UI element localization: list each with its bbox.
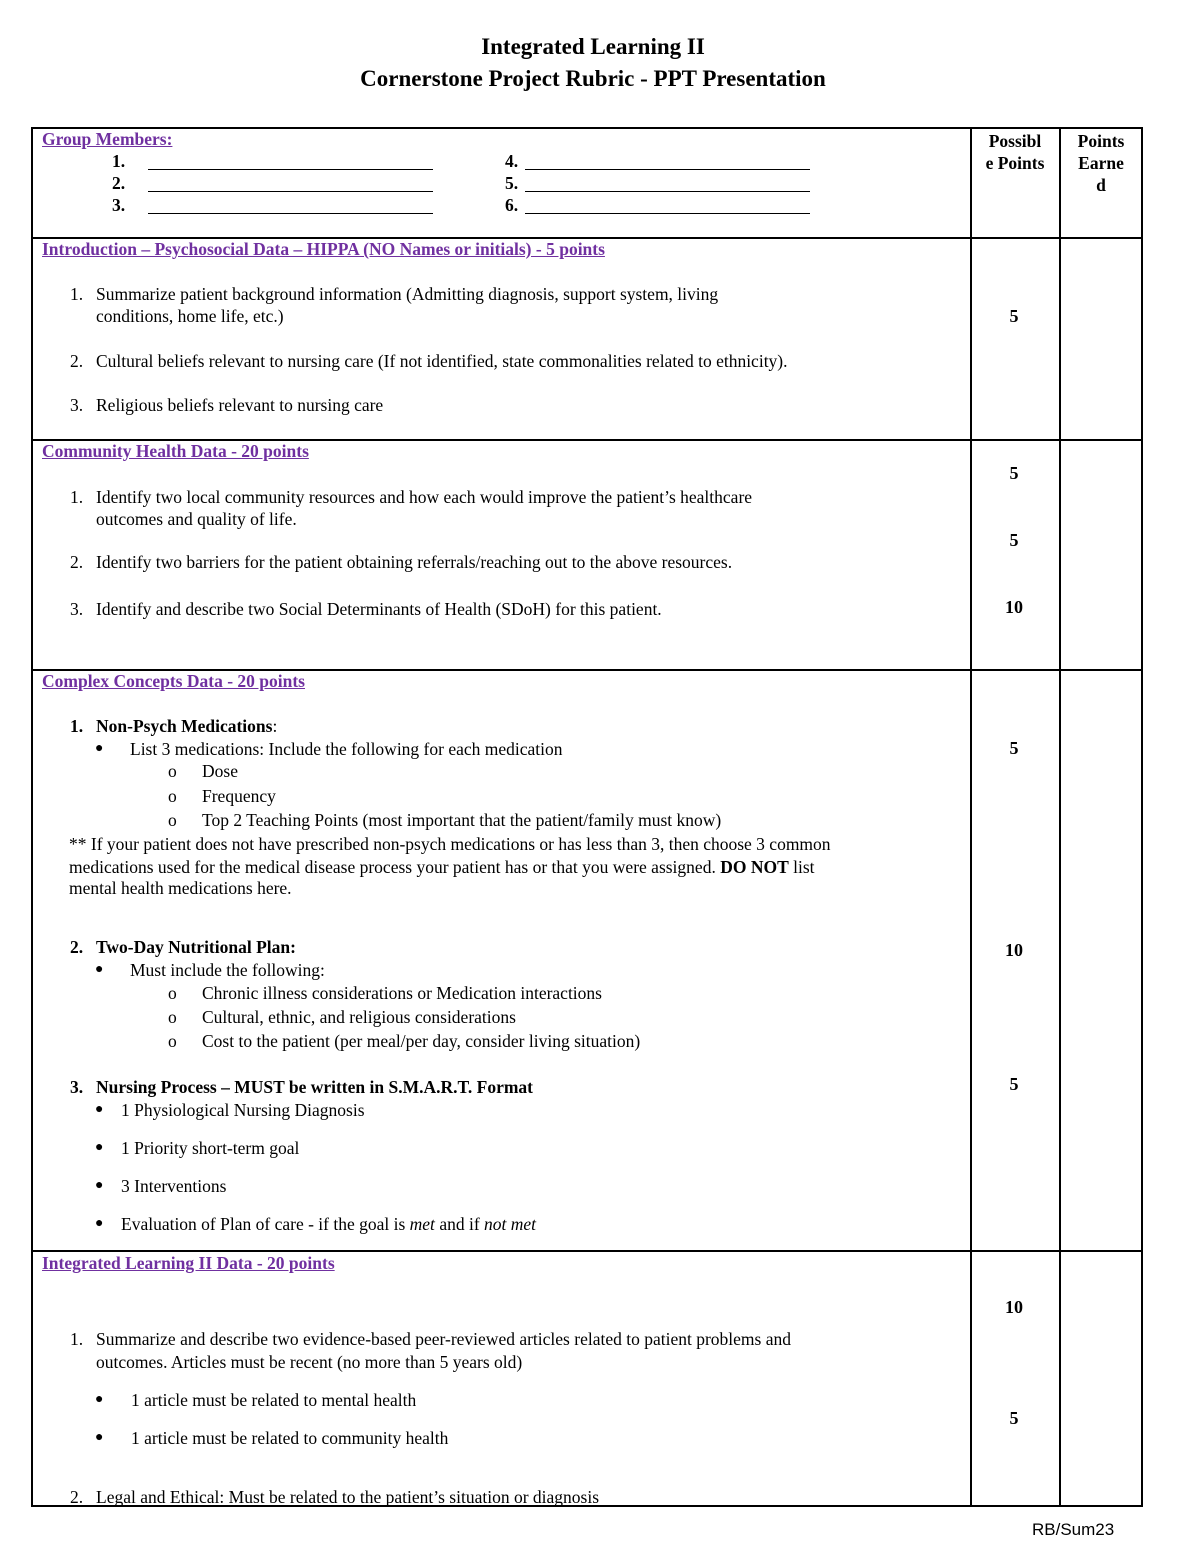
footer-code: RB/Sum23 [1032, 1520, 1115, 1539]
column-divider [1059, 129, 1061, 1505]
row-divider [33, 1250, 1141, 1252]
bullet-icon: ● [95, 1216, 104, 1231]
list-number: 1. [70, 487, 84, 507]
integrated-points: 5 [1009, 1408, 1019, 1428]
meds-sub: Top 2 Teaching Points (most important that the patient/family must know) [202, 810, 722, 830]
member-name-line[interactable] [525, 191, 810, 192]
integrated-points: 10 [1005, 1297, 1023, 1317]
possible-points-header: Possibl e Points [985, 131, 1045, 173]
integrated-bullet: 1 article must be related to mental health [131, 1390, 417, 1410]
list-number: 1. [70, 716, 84, 736]
process-bullet: 3 Interventions [121, 1176, 227, 1196]
member-name-line[interactable] [148, 169, 433, 170]
community-points: 10 [1005, 597, 1023, 617]
nutrition-sub: Cost to the patient (per meal/per day, consider living situation) [202, 1031, 641, 1051]
member-number: 5. [505, 173, 519, 193]
list-number: 3. [70, 599, 84, 619]
intro-item-2: Cultural beliefs relevant to nursing care (If not identified, state commonalities related to ethnicity). [96, 351, 788, 371]
member-number: 3. [112, 195, 126, 215]
list-number: 2. [70, 1487, 84, 1507]
meds-sub: Frequency [202, 786, 276, 806]
circle-bullet-icon: o [168, 1031, 177, 1051]
meds-sub: Dose [202, 761, 238, 781]
points-earned-header: Points Earne d [1077, 131, 1125, 195]
circle-bullet-icon: o [168, 983, 177, 1003]
list-number: 2. [70, 351, 84, 371]
bullet-icon: ● [95, 1392, 104, 1407]
integrated-item-1: Summarize and describe two evidence-based peer-reviewed articles related to patient problems and [96, 1329, 791, 1349]
complex-points: 10 [1005, 940, 1023, 960]
circle-bullet-icon: o [168, 786, 177, 806]
bullet-icon: ● [95, 1178, 104, 1193]
intro-heading: Introduction – Psychosocial Data – HIPPA (NO Names or initials) - 5 points [42, 239, 605, 259]
document-subtitle: Cornerstone Project Rubric - PPT Presentation [360, 66, 826, 91]
bullet-icon: ● [95, 1140, 104, 1155]
complex-points: 5 [1009, 738, 1019, 758]
member-name-line[interactable] [525, 169, 810, 170]
bullet-icon: ● [95, 962, 104, 977]
community-item-2: Identify two barriers for the patient obtaining referrals/reaching out to the above resources. [96, 552, 733, 572]
list-number: 2. [70, 552, 84, 572]
community-item-3: Identify and describe two Social Determinants of Health (SDoH) for this patient. [96, 599, 662, 619]
meds-title: Non-Psych Medications: [96, 716, 278, 736]
nutrition-sub: Chronic illness considerations or Medication interactions [202, 983, 602, 1003]
circle-bullet-icon: o [168, 1007, 177, 1027]
member-number: 6. [505, 195, 519, 215]
meds-note: ** If your patient does not have prescribed non-psych medications or has less than 3, then choose 3 common [69, 834, 831, 854]
intro-item-1-cont: conditions, home life, etc.) [96, 306, 284, 326]
list-number: 1. [70, 1329, 84, 1349]
community-heading: Community Health Data - 20 points [42, 441, 309, 461]
meds-bullet: List 3 medications: Include the following for each medication [130, 739, 563, 759]
complex-points: 5 [1009, 1074, 1019, 1094]
integrated-heading: Integrated Learning II Data - 20 points [42, 1253, 335, 1273]
member-number: 4. [505, 151, 519, 171]
process-bullet: Evaluation of Plan of care - if the goal is met and if not met [121, 1214, 537, 1234]
meds-note: mental health medications here. [69, 878, 292, 898]
intro-points: 5 [1009, 306, 1019, 326]
integrated-bullet: 1 article must be related to community health [131, 1428, 449, 1448]
process-title: Nursing Process – MUST be written in S.M.A.R.T. Format [96, 1077, 533, 1097]
nutrition-bullet: Must include the following: [130, 960, 325, 980]
circle-bullet-icon: o [168, 761, 177, 781]
member-name-line[interactable] [148, 213, 433, 214]
community-item-1-cont: outcomes and quality of life. [96, 509, 297, 529]
list-number: 3. [70, 395, 84, 415]
group-members-heading: Group Members: [42, 129, 173, 149]
member-number: 1. [112, 151, 126, 171]
bullet-icon: ● [95, 741, 104, 756]
intro-item-3: Religious beliefs relevant to nursing care [96, 395, 384, 415]
list-number: 1. [70, 284, 84, 304]
nutrition-title: Two-Day Nutritional Plan: [96, 937, 296, 957]
intro-item-1: Summarize patient background information (Admitting diagnosis, support system, living [96, 284, 719, 304]
community-points: 5 [1009, 530, 1019, 550]
community-points: 5 [1009, 463, 1019, 483]
list-number: 3. [70, 1077, 84, 1097]
complex-heading: Complex Concepts Data - 20 points [42, 671, 305, 691]
integrated-item-1-cont: outcomes. Articles must be recent (no more than 5 years old) [96, 1352, 523, 1372]
meds-note: medications used for the medical disease process your patient has or that you were assigned. DO NOT list [69, 857, 815, 877]
member-name-line[interactable] [525, 213, 810, 214]
integrated-item-2: Legal and Ethical: Must be related to the patient’s situation or diagnosis [96, 1487, 600, 1507]
process-bullet: 1 Priority short-term goal [121, 1138, 300, 1158]
circle-bullet-icon: o [168, 810, 177, 830]
process-bullet: 1 Physiological Nursing Diagnosis [121, 1100, 365, 1120]
list-number: 2. [70, 937, 84, 957]
bullet-icon: ● [95, 1102, 104, 1117]
member-number: 2. [112, 173, 126, 193]
nutrition-sub: Cultural, ethnic, and religious considerations [202, 1007, 516, 1027]
member-name-line[interactable] [148, 191, 433, 192]
document-title: Integrated Learning II [481, 34, 705, 59]
community-item-1: Identify two local community resources and how each would improve the patient’s healthcare [96, 487, 753, 507]
bullet-icon: ● [95, 1430, 104, 1445]
